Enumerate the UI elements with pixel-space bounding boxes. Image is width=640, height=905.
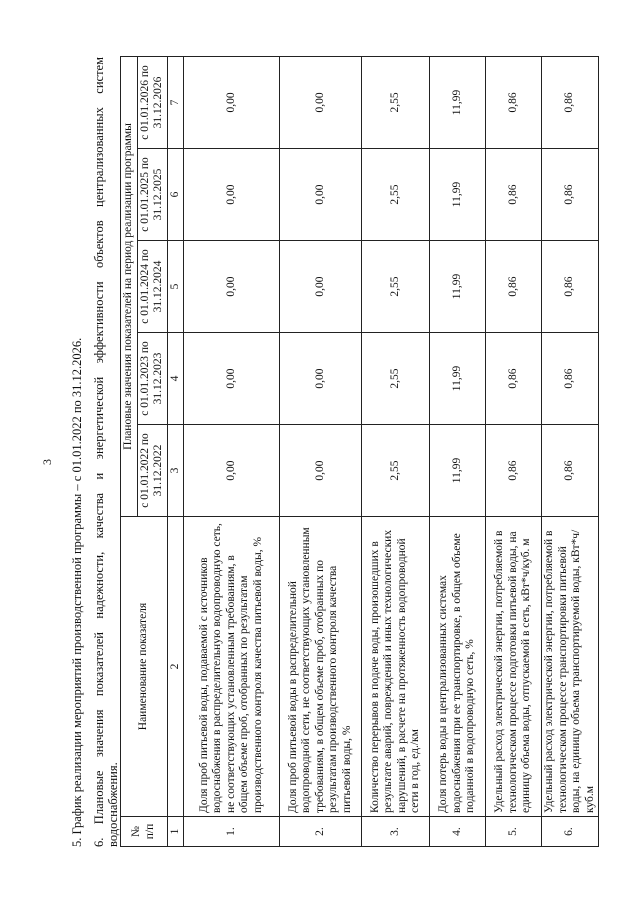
period-header: с 01.01.2022 по 31.12.2022	[137, 425, 167, 517]
period-header: с 01.01.2025 по 31.12.2025	[137, 149, 167, 241]
row-number: 1.	[184, 817, 280, 847]
table-row	[184, 56, 280, 846]
value-cell: 11,99	[430, 56, 486, 148]
value-cell: 0,00	[184, 241, 280, 333]
row-number: 2.	[280, 817, 362, 847]
value-cell: 0,86	[542, 56, 599, 148]
value-cell: 0,00	[280, 425, 362, 517]
row-number: 4.	[430, 817, 486, 847]
value-cell: 2,55	[362, 333, 430, 425]
indicator-name: Доля проб питьевой воды в распределительной водопроводной сети, не соответствующих установленным требованиям, в общем объеме проб, отобранных по результатам производственного контроля качества питьевой воды, %	[280, 517, 362, 817]
value-cell: 0,86	[542, 149, 599, 241]
value-cell: 0,86	[486, 241, 542, 333]
col-name-header: Наименование показателя	[121, 517, 168, 817]
value-cell: 11,99	[430, 333, 486, 425]
value-cell: 0,86	[542, 425, 599, 517]
period-header: с 01.01.2026 по 31.12.2026	[137, 56, 167, 148]
indicators-table	[120, 56, 599, 847]
value-cell: 0,86	[486, 425, 542, 517]
period-header: с 01.01.2024 по 31.12.2024	[137, 241, 167, 333]
value-cell: 2,55	[362, 56, 430, 148]
value-cell: 11,99	[430, 241, 486, 333]
section-5-heading: 5. График реализации мероприятий производственной программы – с 01.01.2022 по 31.12.2026.	[70, 337, 84, 847]
table-row	[362, 56, 430, 846]
table-row	[430, 56, 486, 846]
value-cell: 0,00	[280, 149, 362, 241]
value-cell: 0,00	[280, 241, 362, 333]
index-cell: 7	[167, 56, 184, 148]
table-row	[486, 56, 542, 846]
row-number: 3.	[362, 817, 430, 847]
value-cell: 0,86	[542, 333, 599, 425]
table-row	[280, 56, 362, 846]
value-cell: 0,86	[486, 333, 542, 425]
value-cell: 0,00	[184, 149, 280, 241]
value-cell: 0,00	[184, 425, 280, 517]
table-row	[542, 56, 599, 846]
col-no-header: № п/п	[121, 817, 168, 847]
section-6-heading: 6. Плановые значения показателей надежности, качества и энергетической эффективности объектов централизованных систем	[92, 57, 106, 847]
value-cell: 11,99	[430, 425, 486, 517]
value-cell: 2,55	[362, 241, 430, 333]
value-cell: 2,55	[362, 149, 430, 241]
index-cell: 2	[167, 517, 184, 817]
value-cell: 0,86	[486, 56, 542, 148]
row-number: 6.	[542, 817, 599, 847]
indicator-name: Удельный расход электрической энергии, потребляемой в технологическом процессе подготовки питьевой воды, на единицу объема воды, отпускаемой в сеть, кВт*ч/куб. м	[486, 517, 542, 817]
index-cell: 6	[167, 149, 184, 241]
section-6-heading-continued: водоснабжения.	[106, 762, 120, 847]
indicator-name: Удельный расход электрической энергии, потребляемой в технологическом процессе транспортировки питьевой воды, на единицу объема транспортируемой воды, кВт*ч/куб.м	[542, 517, 599, 817]
index-cell: 5	[167, 241, 184, 333]
value-cell: 0,00	[184, 56, 280, 148]
value-cell: 0,00	[280, 333, 362, 425]
value-cell: 0,00	[280, 56, 362, 148]
period-header: с 01.01.2023 по 31.12.2023	[137, 333, 167, 425]
index-cell: 1	[167, 817, 184, 847]
index-cell: 4	[167, 333, 184, 425]
value-cell: 0,86	[486, 149, 542, 241]
indicator-name: Доля потерь воды в централизованных системах водоснабжения при ее транспортировке, в общем объеме поданной в водопроводную сеть, %	[430, 517, 486, 817]
row-number: 5.	[486, 817, 542, 847]
value-cell: 2,55	[362, 425, 430, 517]
value-cell: 0,86	[542, 241, 599, 333]
value-cell: 0,00	[184, 333, 280, 425]
index-cell: 3	[167, 425, 184, 517]
indicator-name: Доля проб питьевой воды, подаваемой с источников водоснабжения в распределительную водопроводную сеть, не соответствующих установленным требованиям, в общем объеме проб, отобранных по результатам производственного контроля качества питьевой воды, %	[184, 517, 280, 817]
page-number: 3	[40, 459, 54, 465]
value-cell: 11,99	[430, 149, 486, 241]
group-header: Плановые значения показателей на период реализации программы	[121, 56, 138, 516]
indicator-name: Количество перерывов в подаче воды, произошедших в результате аварий, повреждений и иных технологических нарушений, в расчете на протяженность водопроводной сети в год, ед./км	[362, 517, 430, 817]
